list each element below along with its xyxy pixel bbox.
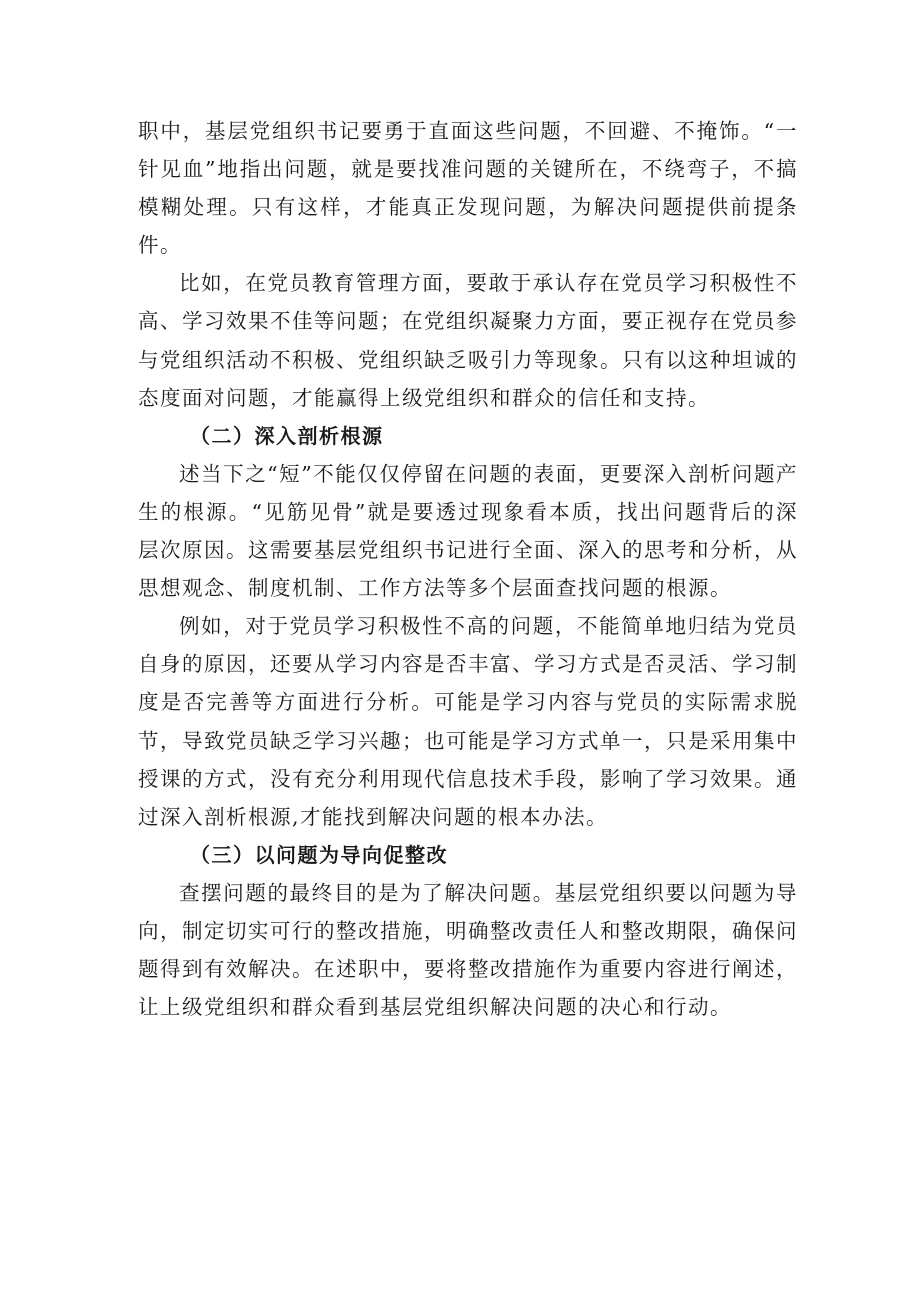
paragraph-continuation: 职中，基层党组织书记要勇于直面这些问题，不回避、不掩饰。“一针见血”地指出问题，就是要找准问题的关键所在，不绕弯子，不搞模糊处理。只有这样，才能真正发现问题，为解决问题提供前提条件。 — [138, 119, 798, 258]
paragraph-root-causes: 述当下之“短”不能仅仅停留在问题的表面，更要深入剖析问题产生的根源。“见筋见骨”就是要透过现象看本质，找出问题背后的深层次原因。这需要基层党组织书记进行全面、深入的思考和分析，从思想观念、制度机制、工作方法等多个层面查找问题的根源。 — [138, 461, 798, 601]
paragraph-rectification: 查摆问题的最终目的是为了解决问题。基层党组织要以问题为导向，制定切实可行的整改措施，明确整改责任人和整改期限，确保问题得到有效解决。在述职中，要将整改措施作为重要内容进行阐述，让上级党组织和群众看到基层党组织解决问题的决心和行动。 — [138, 880, 798, 1020]
paragraph-party-member-education: 比如，在党员教育管理方面，要敢于承认存在党员学习积极性不高、学习效果不佳等问题；在党组织凝聚力方面，要正视存在党员参与党组织活动不积极、党组织缺乏吸引力等现象。只有以这种坦诚的态度面对问题，才能赢得上级党组织和群众的信任和支持。 — [138, 271, 798, 410]
section-heading-analyze-root-causes: （二）深入剖析根源 — [190, 423, 384, 448]
document-body — [138, 112, 798, 1026]
section-heading-problem-oriented-rectification: （三）以问题为导向促整改 — [190, 842, 448, 867]
paragraph-learning-example: 例如，对于党员学习积极性不高的问题，不能简单地归结为党员自身的原因，还要从学习内容是否丰富、学习方式是否灵活、学习制度是否完善等方面进行分析。可能是学习内容与党员的实际需求脱节，导致党员缺乏学习兴趣；也可能是学习方式单一，只是采用集中授课的方式，没有充分利用现代信息技术手段，影响了学习效果。通过深入剖析根源,才能找到解决问题的根本办法。 — [138, 614, 798, 829]
